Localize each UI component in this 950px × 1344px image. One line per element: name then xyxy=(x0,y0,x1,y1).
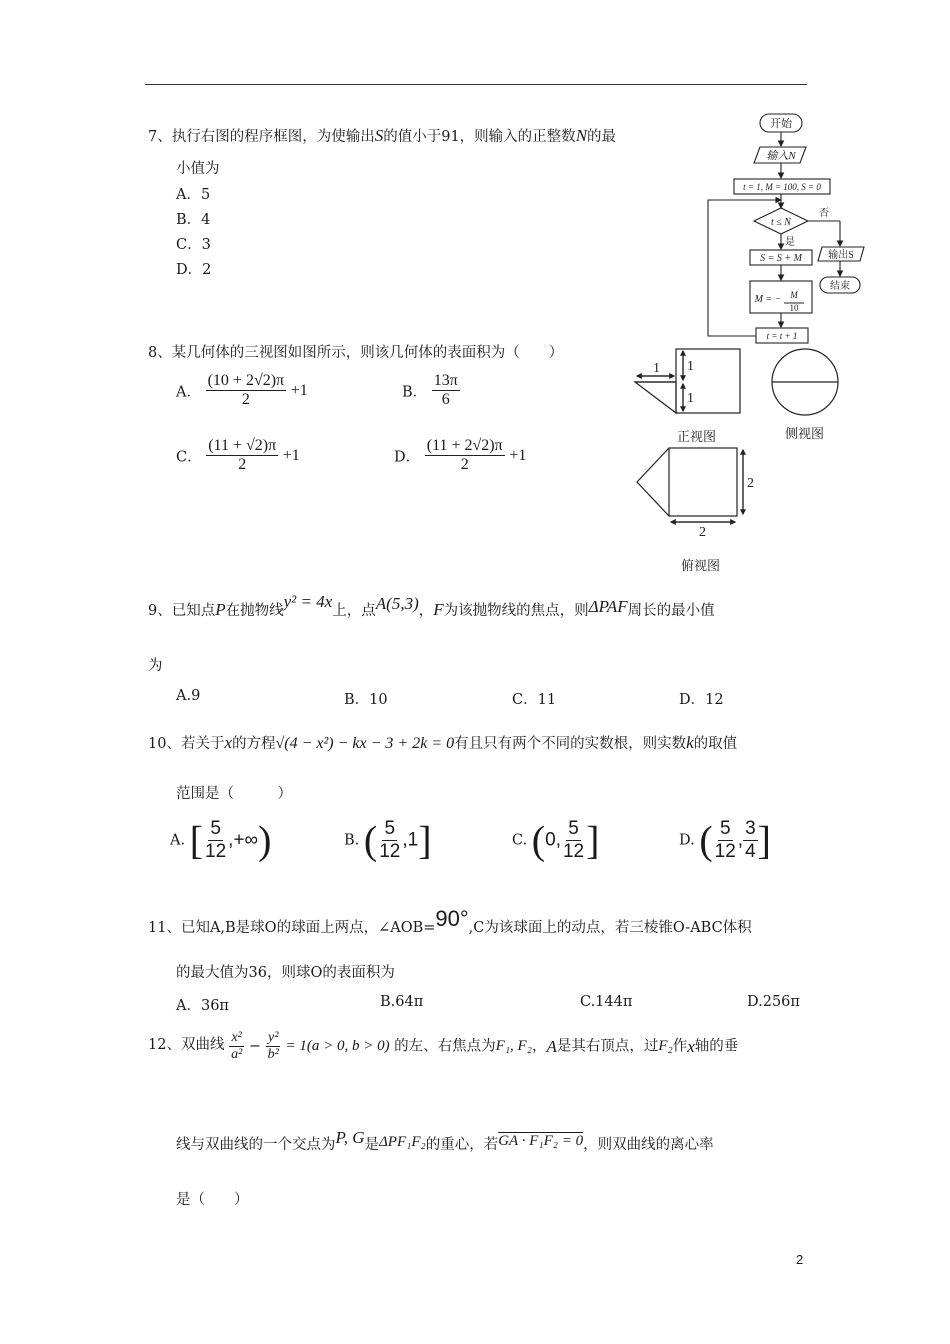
q9-option-d: D．12 xyxy=(679,692,724,708)
q8-stem: 8、某几何体的三视图如图所示，则该几何体的表面积为（ ） xyxy=(148,345,564,361)
top-view-label: 俯视图 xyxy=(681,558,721,573)
q7-stem-line-2: 小值为 xyxy=(176,161,220,177)
q10-stem-line-2: 范围是（ ） xyxy=(176,786,292,802)
front-view-label: 正视图 xyxy=(677,429,717,444)
q7-flowchart xyxy=(700,108,872,348)
q8-c-fraction: $\frac{(11 + √2)\pi}{2}$ xyxy=(208,437,277,474)
q8-option-a: A． $\frac{(10 + 2√2)\pi}{2}$ +1 xyxy=(176,372,308,409)
flow-sum-text: S = S + M xyxy=(760,253,802,264)
q8-d-fraction: $\frac{(11 + 2√2)\pi}{2}$ xyxy=(426,437,503,474)
flow-output-text: 输出S xyxy=(828,250,854,261)
header-rule xyxy=(145,84,807,85)
q10-option-a: A. [ $\frac{5}{12}$ ,+∞) xyxy=(170,817,272,863)
q9-option-a: A.9 xyxy=(176,688,201,704)
q11-stem-line-1: 11、已知A,B是球O的球面上两点，∠AOB=90°,C为该球面上的动点，若三棱锥O-ABC体积 xyxy=(148,906,752,936)
top-view-square xyxy=(669,448,737,516)
q8-three-view xyxy=(625,340,845,575)
q11-option-a: A．36π xyxy=(176,998,229,1014)
q11-option-d: D.256π xyxy=(747,994,800,1010)
q10-stem-line-1: 10、若关于x的方程√(4 − x²) − kx − 3 + 2k = 0有且只有两个不同的实数根，则实数k的取值 xyxy=(148,733,738,752)
top-view-point xyxy=(637,448,669,516)
q12-stem-line-2: 线与双曲线的一个交点为P, G是ΔPF₁F₂的重心，若GA · F₁F₂ = 0，则双曲线的离心率 xyxy=(176,1128,714,1153)
q10-option-d: D. ( $\frac{5}{12}$ , $\frac{3}{4}$ ] xyxy=(679,817,771,863)
flow-start-text: 开始 xyxy=(770,118,792,130)
flow-divide-den: 10 xyxy=(789,303,799,313)
dim-front-upper: 1 xyxy=(687,359,694,374)
q7-stem-line-1: 7、执行右图的程序框图，为使输出S的值小于91，则输入的正整数N的最 xyxy=(148,126,617,145)
side-view-label: 侧视图 xyxy=(785,426,825,441)
q11-option-b: B.64π xyxy=(380,994,424,1010)
flow-input-text: 输入N xyxy=(766,150,796,162)
page-number: 2 xyxy=(796,1252,804,1267)
dim-front-lower: 1 xyxy=(687,391,694,406)
q12-stem-line-1: 12、双曲线 $\frac{\text{x²}}{\text{a²}}$ − $\frac{\text{y²}}{\text{b²}}$ = 1(a > 0, b > 0) 的左、右焦点为F₁, F₂，A是其右顶点，过F₂作x轴的垂 xyxy=(148,1030,739,1063)
flow-yes-label: 是 xyxy=(785,237,795,248)
flow-init-text: t = 1, M = 100, S = 0 xyxy=(743,182,821,192)
dim-front-width: 1 xyxy=(653,361,660,376)
q7-option-c: C．3 xyxy=(176,237,211,253)
q8-b-fraction: $\frac{13\pi}{6}$ xyxy=(433,372,458,409)
flow-no-label: 否 xyxy=(819,208,829,219)
q11-stem-line-2: 的最大值为36，则球O的表面积为 xyxy=(176,965,395,981)
flow-increment-text: t = t + 1 xyxy=(766,331,798,341)
q9-stem-line-2: 为 xyxy=(148,658,163,674)
flow-divide-num: M xyxy=(790,290,798,300)
q9-stem-line-1: 9、已知点P在抛物线y² = 4x上，点A(5,3)，F为该抛物线的焦点，则ΔPAF周长的最小值 xyxy=(148,592,715,619)
q8-a-fraction: $\frac{(10 + 2√2)\pi}{2}$ xyxy=(207,372,285,409)
flow-divide-lhs: M = − xyxy=(754,294,782,305)
front-view-triangle xyxy=(635,382,676,413)
q10-option-b: B. ( $\frac{5}{12}$ ,1] xyxy=(344,817,432,863)
q8-option-d: D． $\frac{(11 + 2√2)\pi}{2}$ +1 xyxy=(394,437,527,474)
dim-top-width: 2 xyxy=(699,525,706,540)
q11-angle: 90° xyxy=(435,906,469,931)
front-view-square xyxy=(676,349,740,413)
q12-stem-line-3: 是（ ） xyxy=(176,1192,249,1208)
q12-vector-dot: GA · F₁F₂ = 0 xyxy=(498,1133,584,1149)
q8-option-b: B． $\frac{13\pi}{6}$ xyxy=(402,372,458,409)
q9-option-b: B．10 xyxy=(344,692,388,708)
flow-cond-text: t ≤ N xyxy=(771,217,791,228)
q7-option-b: B．4 xyxy=(176,212,211,228)
dim-top-height: 2 xyxy=(747,476,754,491)
q8-option-c: C． $\frac{(11 + √2)\pi}{2}$ +1 xyxy=(176,437,300,474)
q9-option-c: C．11 xyxy=(512,692,557,708)
q10-equation: √(4 − x²) − kx − 3 + 2k = 0 xyxy=(275,735,455,752)
q11-option-c: C.144π xyxy=(580,994,633,1010)
q10-option-c: C. (0, $\frac{5}{12}$ ] xyxy=(512,817,600,863)
flow-end-text: 结束 xyxy=(830,281,850,292)
q7-option-a: A．5 xyxy=(176,187,211,203)
q7-option-d: D．2 xyxy=(176,262,212,278)
